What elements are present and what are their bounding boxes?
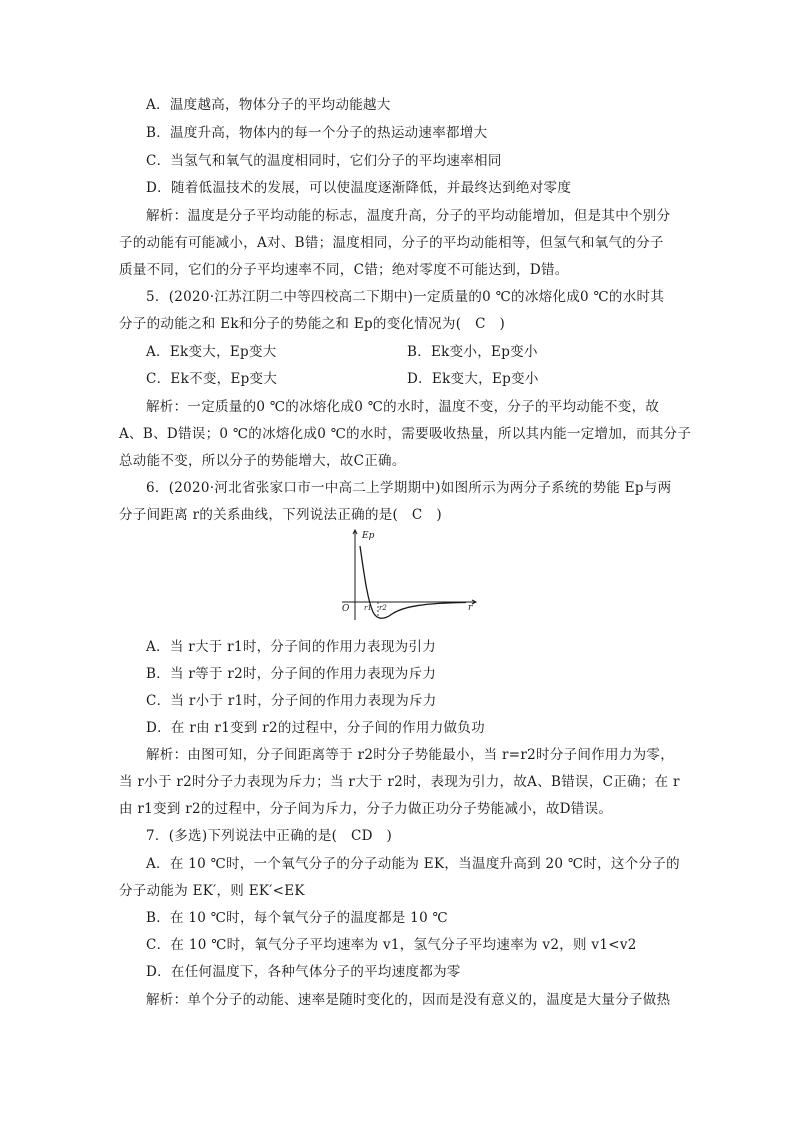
potential-curve [360, 546, 466, 618]
q4-analysis-line-3: 质量不同，它们的分子平均速率不同，C错；绝对零度不可能达到，D错。 [119, 262, 569, 278]
q6-analysis-line-1: 解析：由图可知，分子间距离等于 r2时分子势能最小，当 r=r2时分子间作用力为零， [146, 747, 675, 763]
origin-label: O [342, 604, 350, 614]
q5-option-a: A．Ek变大，Ep变大 [146, 344, 277, 360]
y-axis-label: Ep [362, 531, 375, 541]
q7-stem: 7．(多选)下列说法中正确的是( CD ) [146, 828, 393, 844]
potential-energy-graph [340, 528, 480, 628]
q6-analysis-line-3: 由 r1变到 r2的过程中，分子间为斥力，分子力做正功分子势能减小，故D错误。 [119, 801, 613, 817]
x-axis-label: r [468, 603, 473, 613]
q7-option-c: C．在 10 ℃时，氧气分子平均速率为 v1，氢气分子平均速率为 v2，则 v1<v2 [146, 937, 637, 953]
q7-analysis-line-1: 解析：单个分子的动能、速率是随时变化的，因而是没有意义的，温度是大量分子做热 [146, 992, 671, 1008]
q5-option-b: B．Ek变小，Ep变小 [407, 344, 538, 360]
q5-stem-line-2: 分子的动能之和 Ek和分子的势能之和 Ep的变化情况为( C ) [119, 316, 506, 332]
q7-option-d: D．在任何温度下，各种气体分子的平均速度都为零 [146, 964, 461, 980]
q5-analysis-line-2: A、B、D错误；0 ℃的冰熔化成0 ℃的水时，需要吸收热量，所以其内能一定增加，而其分子 [119, 426, 692, 442]
q6-option-b: B．当 r等于 r2时，分子间的作用力表现为斥力 [146, 666, 437, 682]
q5-analysis-line-1: 解析：一定质量的0 ℃的冰熔化成0 ℃的水时，温度不变，分子的平均动能不变，故 [146, 399, 660, 415]
q5-stem-line-1: 5．(2020·江苏江阴二中等四校高二下期中)一定质量的0 ℃的冰熔化成0 ℃的水时其 [146, 289, 665, 305]
q4-analysis-line-2: 子的动能有可能减小，A对、B错；温度相同，分子的平均动能相等，但氢气和氧气的分子 [119, 235, 664, 251]
q7-option-b: B．在 10 ℃时，每个氧气分子的温度都是 10 ℃ [146, 910, 448, 926]
r1-label: r1 [364, 604, 372, 612]
q5-option-d: D．Ek变大，Ep变小 [407, 371, 539, 387]
q4-option-b: B．温度升高，物体内的每一个分子的热运动速率都增大 [146, 125, 488, 141]
q6-stem-line-1: 6．(2020·河北省张家口市一中高二上学期期中)如图所示为两分子系统的势能 Ep与两 [146, 480, 672, 496]
q7-option-a-line-2: 分子动能为 EK′，则 EK′<EK [119, 883, 305, 899]
q4-option-c: C．当氢气和氧气的温度相同时，它们分子的平均速率相同 [146, 153, 502, 169]
r2-label: r2 [379, 604, 387, 612]
q6-option-a: A．当 r大于 r1时，分子间的作用力表现为引力 [146, 639, 437, 655]
q4-analysis-line-1: 解析：温度是分子平均动能的标志，温度升高，分子的平均动能增加，但是其中个别分 [146, 208, 671, 224]
q7-option-a-line-1: A．在 10 ℃时，一个氧气分子的分子动能为 EK，当温度升高到 20 ℃时，这个分子的 [146, 856, 680, 872]
q4-option-a: A．温度越高，物体分子的平均动能越大 [146, 97, 391, 113]
q5-option-c: C．Ek不变，Ep变大 [146, 371, 278, 387]
q6-option-d: D．在 r由 r1变到 r2的过程中，分子间的作用力做负功 [146, 720, 485, 736]
q4-option-d: D．随着低温技术的发展，可以使温度逐渐降低，并最终达到绝对零度 [146, 180, 572, 196]
q6-analysis-line-2: 当 r小于 r2时分子力表现为斥力；当 r大于 r2时，表现为引力，故A、B错误，C正确；在 r [119, 774, 680, 790]
q6-option-c: C．当 r小于 r1时，分子间的作用力表现为斥力 [146, 693, 437, 709]
q5-analysis-line-3: 总动能不变，所以分子的势能增大，故C正确。 [119, 453, 406, 469]
q6-stem-line-2: 分子间距离 r的关系曲线，下列说法正确的是( C ) [119, 507, 442, 523]
